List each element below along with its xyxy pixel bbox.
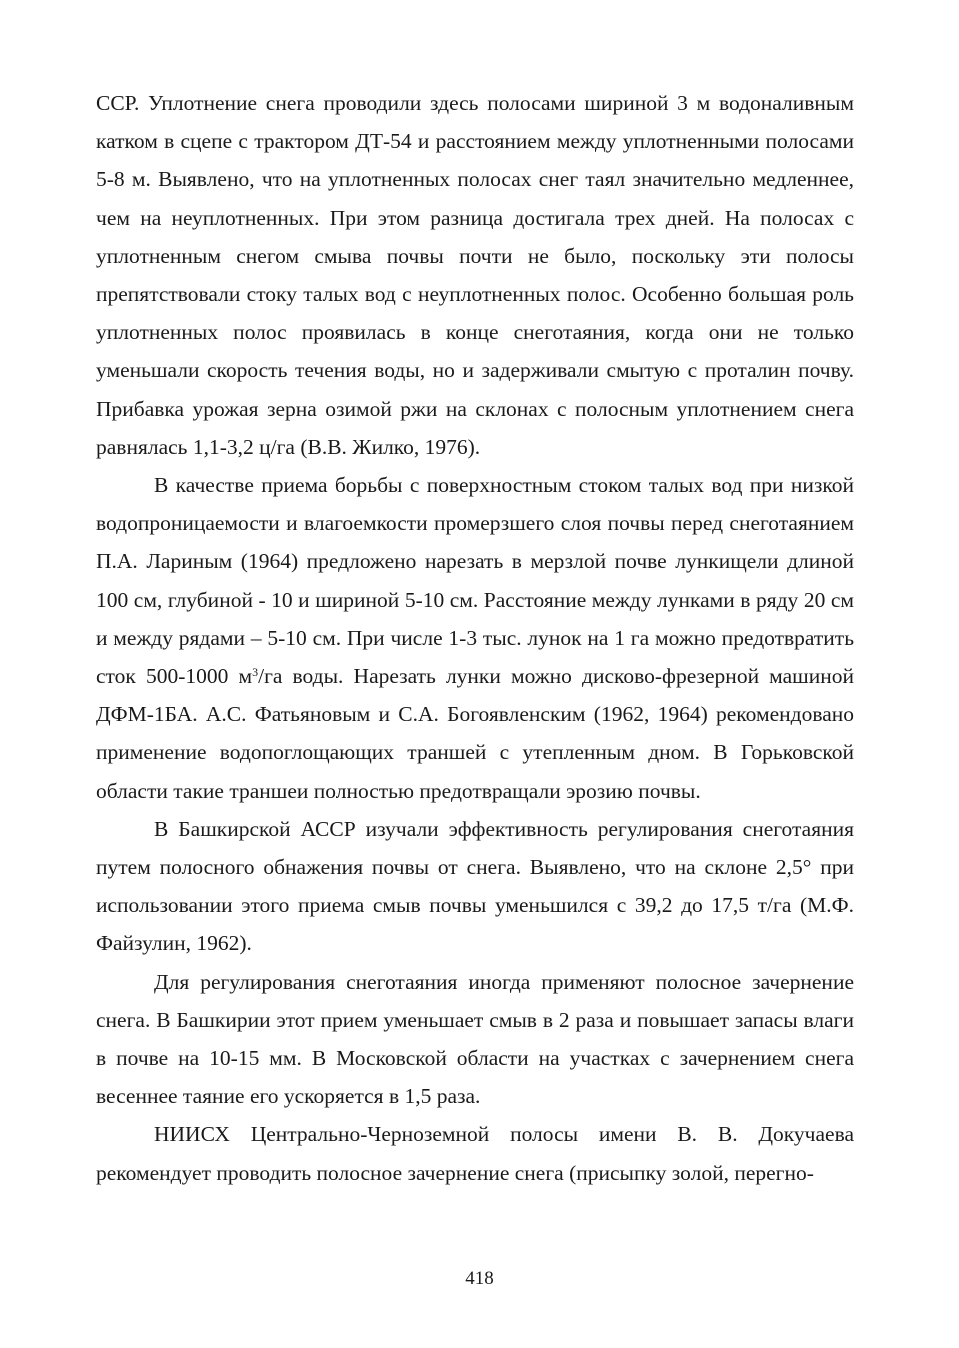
paragraph-2-part-1: В качестве приема борьбы с поверхностным стоком талых вод при низкой водопроницаемости и влагоемкости промерзшего слоя почвы перед снеготаянием П.А. Лариным (1964) предложено нарезать в мерзлой почве лункищели длиной 100 см, глубиной - 10 и шириной 5-10 см. Расстояние между лунками в ряду 20 см и между рядами – 5-10 см. При числе 1-3 тыс. лунок на 1 га можно предотвратить сток 500-1000 м (96, 473, 854, 689)
paragraph-3: В Башкирской АССР изучали эффективность регулирования снеготаяния путем полосного обнажения почвы от снега. Выявлено, что на склоне 2,5° при использовании этого приема смыв почвы уменьшился с 39,2 до 17,5 т/га (М.Ф. Файзулин, 1962). (96, 816, 854, 956)
paragraph-5: НИИСХ Центрально-Черноземной полосы имени В. В. Докучаева рекомендует проводить полосное зачернение снега (присыпку золой, перегно- (96, 1122, 854, 1185)
paragraph-1: ССР. Уплотнение снега проводили здесь полосами шириной 3 м водоналивным катком в сцепе с трактором ДТ-54 и расстоянием между уплотненными полосами 5-8 м. Выявлено, что на уплотненных полосах снег таял значительно медленнее, чем на неуплотненных. При этом разница достигала трех дней. На полосах с уплотненным снегом смыва почвы почти не было, поскольку эти полосы препятствовали стоку талых вод с неуплотненных полос. Особенно большая роль уплотненных полос проявилась в конце снеготаяния, когда они не только уменьшали скорость течения воды, но и задерживали смытую с проталин почву. Прибавка урожая зерна озимой ржи на склонах с полосным уплотнением снега равнялась 1,1-3,2 ц/га (В.В. Жилко, 1976). (96, 91, 854, 459)
cubic-superscript: 3 (252, 665, 259, 680)
page-number: 418 (465, 1268, 494, 1289)
paragraph-4: Для регулирования снеготаяния иногда применяют полосное зачернение снега. В Башкирии этот прием уменьшает смыв в 2 раза и повышает запасы влаги в почве на 10-15 мм. В Московской области на участках с зачернением снега весеннее таяние его ускоряется в 1,5 раза. (96, 969, 854, 1109)
paragraph-2 (96, 466, 854, 810)
body-text (96, 84, 854, 1192)
paragraph-2-part-2: /га воды. Нарезать лунки можно дисково-фрезерной машиной ДФМ-1БА. А.С. Фатьяновым и С.А. Богоявленским (1962, 1964) рекомендовано применение водопоглощающих траншей с утепленным дном. В Горьковской области такие траншеи полностью предотвращали эрозию почвы. (96, 664, 855, 803)
